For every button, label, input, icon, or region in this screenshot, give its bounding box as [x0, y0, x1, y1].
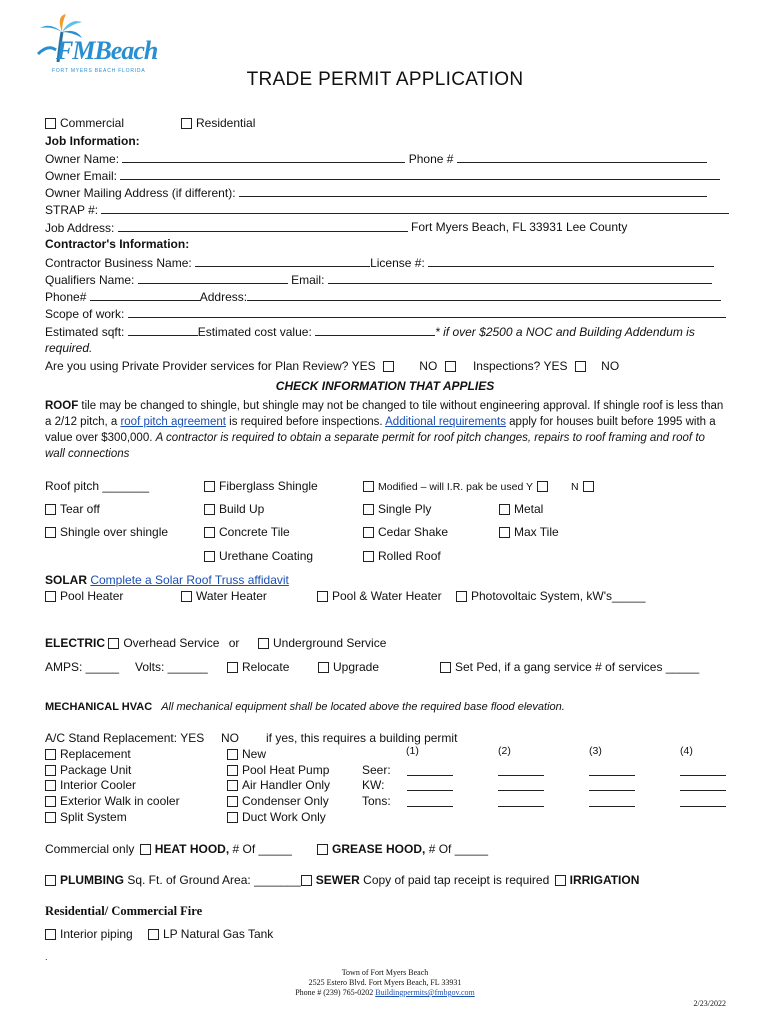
- modified-y-checkbox[interactable]: [537, 481, 548, 492]
- opt-modified-n[interactable]: [571, 479, 594, 495]
- sewer-checkbox[interactable]: [301, 875, 312, 886]
- opt-shingleover[interactable]: [45, 525, 168, 540]
- opt-concrete[interactable]: [204, 525, 290, 540]
- pool-heater-label: Pool Heater: [60, 589, 124, 603]
- maxtile-label: Max Tile: [514, 525, 559, 539]
- condenser-checkbox[interactable]: [227, 796, 238, 807]
- commercial-checkbox[interactable]: [45, 118, 56, 129]
- metal-checkbox[interactable]: [499, 504, 510, 515]
- seer-1-field[interactable]: [407, 775, 453, 776]
- hood-row: [45, 842, 292, 857]
- roof-text1: tile may be changed to shingle, but shingle may not be changed to tile without engineering approval. If shingle roof is less than a 2/12 pitch, a: [45, 400, 724, 428]
- contractor-email-field[interactable]: [328, 272, 712, 284]
- fire-heading: Residential/ Commercial Fire: [45, 904, 203, 918]
- pool-heat-pump-label: Pool Heat Pump: [242, 763, 330, 777]
- logo-tagline: FORT MYERS BEACH FLORIDA: [52, 68, 146, 74]
- private-no-checkbox[interactable]: [445, 361, 456, 372]
- rolled-label: Rolled Roof: [378, 549, 441, 563]
- commercial-option[interactable]: [45, 116, 124, 131]
- mailing-row: [45, 185, 707, 201]
- contractor-phone-row: [45, 289, 721, 305]
- scope-field[interactable]: [128, 306, 726, 318]
- mailing-field[interactable]: [239, 185, 707, 197]
- strap-row: [45, 202, 729, 218]
- modified-label: Modified – will I.R. pak be used Y: [378, 481, 534, 493]
- roof-word: ROOF: [45, 400, 79, 412]
- contractor-email-label: Email:: [291, 273, 325, 287]
- tons-2-field[interactable]: [498, 806, 544, 807]
- tearoff-checkbox[interactable]: [45, 504, 56, 515]
- opt-pool-heater[interactable]: [45, 589, 123, 604]
- residential-option[interactable]: [181, 116, 255, 131]
- pv-label: Photovoltaic System, kW's_____: [471, 589, 646, 603]
- heat-hood-count: # Of _____: [229, 842, 292, 856]
- tons-3-field[interactable]: [589, 806, 635, 807]
- opt-singleply[interactable]: [363, 502, 431, 517]
- mech-left-0[interactable]: [45, 747, 131, 762]
- contractor-heading: Contractor's Information:: [45, 237, 190, 251]
- opt-underground[interactable]: [258, 636, 386, 651]
- roof-paragraph: [45, 398, 725, 462]
- mech-left-1[interactable]: [45, 763, 131, 778]
- underground-checkbox[interactable]: [258, 638, 269, 649]
- roof-text2: is required before inspections.: [225, 416, 386, 428]
- grease-hood-label: GREASE HOOD,: [332, 842, 426, 856]
- scope-row: [45, 306, 726, 322]
- footer-contact: [0, 988, 770, 998]
- sewer-label: SEWER: [315, 873, 360, 887]
- qualifiers-row: [45, 272, 712, 288]
- electric-row: [45, 636, 239, 651]
- roof-italic-note: A contractor is required to obtain a separate permit for roof pitch changes, repairs to roof framing and roof to wall connections: [45, 432, 705, 460]
- split-system-checkbox[interactable]: [45, 812, 56, 823]
- opt-maxtile[interactable]: [499, 525, 559, 540]
- qualifiers-label: Qualifiers Name:: [45, 273, 135, 287]
- opt-modified[interactable]: [363, 479, 548, 495]
- col-2-header: (2): [498, 745, 511, 757]
- sqft-label: Estimated sqft:: [45, 325, 125, 339]
- replacement-checkbox[interactable]: [45, 749, 56, 760]
- business-row: [45, 255, 714, 271]
- sqft-field[interactable]: [128, 324, 198, 336]
- commercial-only-label: Commercial only: [45, 842, 135, 856]
- contractor-phone-field[interactable]: [90, 289, 200, 301]
- heat-hood-label: HEAT HOOD,: [154, 842, 230, 856]
- seer-4-field[interactable]: [680, 775, 726, 776]
- opt-pv[interactable]: [456, 589, 645, 604]
- job-address-label: Job Address:: [45, 221, 115, 235]
- rolled-checkbox[interactable]: [363, 551, 374, 562]
- mechanical-row: [45, 700, 565, 715]
- solar-affidavit-link[interactable]: Complete a Solar Roof Truss affidavit: [90, 573, 289, 587]
- package-unit-label: Package Unit: [60, 763, 132, 777]
- residential-label: Residential: [196, 116, 256, 130]
- shingleover-checkbox[interactable]: [45, 527, 56, 538]
- mechanical-word: MECHANICAL HVAC: [45, 701, 153, 713]
- ac-stand-label: A/C Stand Replacement: YES: [45, 731, 205, 745]
- plumbing-row: [45, 873, 639, 888]
- owner-name-row: [45, 151, 707, 167]
- cedar-label: Cedar Shake: [378, 525, 449, 539]
- cost-label: Estimated cost value:: [197, 325, 312, 339]
- seer-label: Seer:: [362, 763, 391, 777]
- qualifiers-field[interactable]: [138, 272, 288, 284]
- relocate-label: Relocate: [242, 660, 290, 674]
- sewer-copy-note: Copy of paid tap receipt is required: [359, 873, 550, 887]
- seer-3-field[interactable]: [589, 775, 635, 776]
- opt-upgrade[interactable]: [318, 660, 379, 675]
- footer-address: [0, 968, 770, 998]
- tons-1-field[interactable]: [407, 806, 453, 807]
- owner-name-field[interactable]: [122, 151, 405, 163]
- estimate-row: [45, 324, 695, 340]
- inspections-yes-checkbox[interactable]: [575, 361, 586, 372]
- heat-hood-checkbox[interactable]: [140, 844, 151, 855]
- owner-email-field[interactable]: [120, 168, 720, 180]
- private-provider-row: [45, 359, 619, 374]
- concrete-label: Concrete Tile: [219, 525, 290, 539]
- pv-checkbox[interactable]: [456, 591, 467, 602]
- urethane-checkbox[interactable]: [204, 551, 215, 562]
- roof-pitch: Roof pitch _______: [45, 479, 150, 493]
- water-heater-label: Water Heater: [196, 589, 267, 603]
- mech-left-3[interactable]: [45, 794, 180, 809]
- split-system-label: Split System: [60, 810, 127, 824]
- singleply-label: Single Ply: [378, 502, 432, 516]
- opt-interior-piping[interactable]: [45, 927, 133, 942]
- ac-ifyes-label: if yes, this requires a building permit: [266, 731, 458, 745]
- cedar-checkbox[interactable]: [363, 527, 374, 538]
- owner-name-label: Owner Name:: [45, 152, 120, 166]
- inspections-label: Inspections? YES: [472, 359, 568, 373]
- upgrade-label: Upgrade: [333, 660, 380, 674]
- contractor-address-field[interactable]: [247, 289, 721, 301]
- plumbing-label: PLUMBING: [60, 873, 124, 887]
- cost-field[interactable]: [315, 324, 435, 336]
- relocate-checkbox[interactable]: [227, 662, 238, 673]
- job-info-heading: Job Information:: [45, 134, 140, 148]
- contractor-address-label: Address:: [199, 290, 248, 304]
- inspections-no-label: NO: [601, 359, 620, 373]
- kw-4-field[interactable]: [680, 790, 726, 791]
- strap-label: STRAP #:: [45, 203, 99, 217]
- mailing-label: Owner Mailing Address (if different):: [45, 186, 236, 200]
- owner-email-row: [45, 168, 720, 184]
- modified-n-label: N: [571, 481, 579, 493]
- kw-1-field[interactable]: [407, 790, 453, 791]
- logo: [36, 14, 166, 76]
- maxtile-checkbox[interactable]: [499, 527, 510, 538]
- footer-date: 2/23/2022: [693, 999, 726, 1008]
- opt-pool-water[interactable]: [317, 589, 442, 604]
- owner-email-label: Owner Email:: [45, 169, 118, 183]
- buildup-label: Build Up: [219, 502, 265, 516]
- shingleover-label: Shingle over shingle: [60, 525, 169, 539]
- opt-grease-hood[interactable]: [317, 842, 488, 857]
- air-handler-checkbox[interactable]: [227, 780, 238, 791]
- plumbing-sqft: Sq. Ft. of Ground Area: _______: [124, 873, 301, 887]
- ac-no-label: NO: [221, 731, 239, 745]
- private-yes-checkbox[interactable]: [383, 361, 394, 372]
- noc-note: * if over $2500 a NOC and Building Addendum is: [435, 325, 695, 339]
- fiberglass-checkbox[interactable]: [204, 481, 215, 492]
- mech-mid-0[interactable]: [227, 747, 266, 762]
- modified-n-checkbox[interactable]: [583, 481, 594, 492]
- seer-2-field[interactable]: [498, 775, 544, 776]
- opt-metal[interactable]: [499, 502, 543, 517]
- opt-fiberglass[interactable]: [204, 479, 318, 494]
- license-field[interactable]: [428, 255, 714, 267]
- lp-gas-label: LP Natural Gas Tank: [163, 927, 274, 941]
- electric-word: ELECTRIC: [45, 636, 105, 650]
- urethane-label: Urethane Coating: [219, 549, 314, 563]
- opt-buildup[interactable]: [204, 502, 264, 517]
- solar-row: [45, 573, 289, 588]
- plumbing-checkbox[interactable]: [45, 875, 56, 886]
- private-question: Are you using Private Provider services for Plan Review? YES: [45, 359, 376, 373]
- kw-label: KW:: [362, 778, 385, 792]
- mech-left-4[interactable]: [45, 810, 127, 825]
- kw-3-field[interactable]: [589, 790, 635, 791]
- solar-word: SOLAR: [45, 573, 87, 587]
- tons-4-field[interactable]: [680, 806, 726, 807]
- phone-label: Phone #: [408, 152, 454, 166]
- duct-work-checkbox[interactable]: [227, 812, 238, 823]
- strap-field[interactable]: [101, 202, 729, 214]
- package-unit-checkbox[interactable]: [45, 765, 56, 776]
- roof-pitch-agreement-link[interactable]: roof pitch agreement: [120, 416, 226, 428]
- exterior-cooler-label: Exterior Walk in cooler: [60, 794, 180, 808]
- metal-label: Metal: [514, 502, 544, 516]
- mech-mid-3[interactable]: [227, 794, 329, 809]
- opt-tearoff[interactable]: [45, 502, 100, 517]
- mech-left-2[interactable]: [45, 778, 136, 793]
- lp-gas-checkbox[interactable]: [148, 929, 159, 940]
- tearoff-label: Tear off: [60, 502, 100, 516]
- irrigation-checkbox[interactable]: [555, 875, 566, 886]
- fiberglass-label: Fiberglass Shingle: [219, 479, 318, 493]
- job-address-field[interactable]: [118, 220, 408, 232]
- singleply-checkbox[interactable]: [363, 504, 374, 515]
- contractor-phone-label: Phone#: [45, 290, 87, 304]
- opt-relocate[interactable]: [227, 660, 289, 675]
- duct-work-label: Duct Work Only: [242, 810, 326, 824]
- mech-mid-4[interactable]: [227, 810, 326, 825]
- exterior-cooler-checkbox[interactable]: [45, 796, 56, 807]
- private-no-label: NO: [419, 359, 438, 373]
- mechanical-note: All mechanical equipment shall be located above the required base flood elevation.: [161, 701, 565, 713]
- buildup-checkbox[interactable]: [204, 504, 215, 515]
- overhead-checkbox[interactable]: [108, 638, 119, 649]
- setped-label: Set Ped, if a gang service # of services _____: [455, 660, 700, 674]
- new-label: New: [242, 747, 267, 761]
- mech-mid-2[interactable]: [227, 778, 330, 793]
- replacement-label: Replacement: [60, 747, 131, 761]
- grease-hood-count: # Of _____: [425, 842, 489, 856]
- opt-lp-gas[interactable]: [148, 927, 273, 942]
- business-label: Contractor Business Name:: [45, 256, 192, 270]
- air-handler-label: Air Handler Only: [242, 778, 331, 792]
- concrete-checkbox[interactable]: [204, 527, 215, 538]
- owner-phone-field[interactable]: [457, 151, 707, 163]
- additional-requirements-link[interactable]: Additional requirements: [385, 416, 506, 428]
- new-checkbox[interactable]: [227, 749, 238, 760]
- water-heater-checkbox[interactable]: [181, 591, 192, 602]
- page-title: TRADE PERMIT APPLICATION: [246, 69, 524, 90]
- grease-hood-checkbox[interactable]: [317, 844, 328, 855]
- footer-dot: .: [45, 952, 48, 962]
- pool-water-checkbox[interactable]: [317, 591, 328, 602]
- logo-text: FMBeach: [56, 36, 158, 65]
- underground-label: Underground Service: [273, 636, 387, 650]
- noc-note-cont: required.: [45, 341, 93, 355]
- footer-town: Town of Fort Myers Beach: [341, 968, 429, 977]
- interior-piping-checkbox[interactable]: [45, 929, 56, 940]
- mech-mid-1[interactable]: [227, 763, 329, 778]
- kw-2-field[interactable]: [498, 790, 544, 791]
- pool-heat-pump-checkbox[interactable]: [227, 765, 238, 776]
- footer-street: 2525 Estero Blvd. Fort Myers Beach, FL 33931: [308, 978, 462, 987]
- job-city: Fort Myers Beach, FL 33931 Lee County: [411, 220, 628, 234]
- residential-checkbox[interactable]: [181, 118, 192, 129]
- setped-checkbox[interactable]: [440, 662, 451, 673]
- col-1-header: (1): [406, 745, 419, 757]
- pool-water-label: Pool & Water Heater: [332, 589, 442, 603]
- interior-cooler-label: Interior Cooler: [60, 778, 137, 792]
- business-field[interactable]: [195, 255, 370, 267]
- opt-water-heater[interactable]: [181, 589, 267, 604]
- condenser-label: Condenser Only: [242, 794, 329, 808]
- col-4-header: (4): [680, 745, 693, 757]
- col-3-header: (3): [589, 745, 602, 757]
- interior-cooler-checkbox[interactable]: [45, 780, 56, 791]
- check-heading: CHECK INFORMATION THAT APPLIES: [275, 379, 495, 393]
- opt-cedar[interactable]: [363, 525, 448, 540]
- license-label: License #:: [370, 256, 425, 270]
- commercial-label: Commercial: [60, 116, 125, 130]
- volts: Volts: ______: [135, 660, 208, 674]
- opt-rolled[interactable]: [363, 549, 441, 564]
- opt-urethane[interactable]: [204, 549, 313, 564]
- interior-piping-label: Interior piping: [60, 927, 133, 941]
- scope-label: Scope of work:: [45, 307, 125, 321]
- roof-text3: apply for houses built before 1995 with a value over $300,000.: [45, 416, 716, 444]
- tons-label: Tons:: [362, 794, 391, 808]
- irrigation-label: IRRIGATION: [569, 873, 640, 887]
- or-label: or: [228, 636, 240, 650]
- job-address-row: [45, 220, 408, 236]
- upgrade-checkbox[interactable]: [318, 662, 329, 673]
- footer-phone: Phone # (239) 765-0202: [295, 988, 374, 997]
- footer-email-link[interactable]: Buildingpermits@fmbgov.com: [375, 988, 475, 997]
- pool-heater-checkbox[interactable]: [45, 591, 56, 602]
- modified-checkbox[interactable]: [363, 481, 374, 492]
- opt-setped[interactable]: [440, 660, 699, 675]
- overhead-label: Overhead Service: [123, 636, 220, 650]
- amps: AMPS: _____: [45, 660, 120, 674]
